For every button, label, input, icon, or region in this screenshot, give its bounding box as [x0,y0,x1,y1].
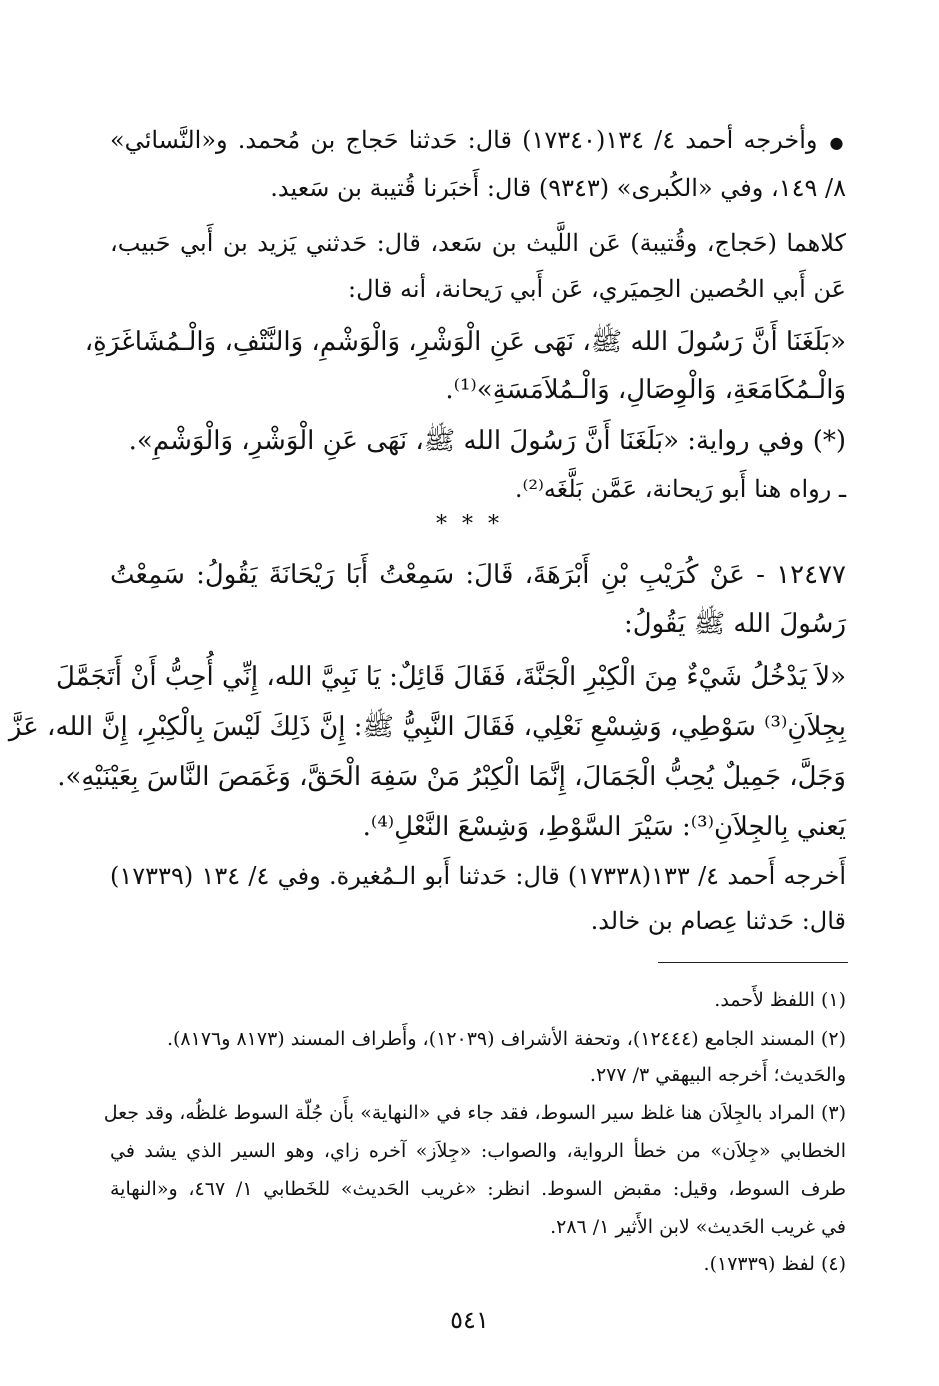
page-number: ٥٤١ [450,1306,489,1334]
footnote: (٢) المسند الجامع (١٢٤٤٤)، وتحفة الأشراف (١٢٠٣٩)، وأَطراف المسند (٨١٧٣ و٨١٧٦). [166,1028,846,1050]
text-line: ٨/ ١٤٩، وفي «الكُبرى» (٩٣٤٣) قال: أَخبَرنا قُتيبة بن سَعيد. [270,174,846,202]
text-line: ـ رواه هنا أَبو رَيحانة، عَمَّن بَلَّغَه⁽²⁾. [514,475,846,503]
footnote: في غريب الحَديث» لابن الأَثير ١/ ٢٨٦. [550,1216,846,1238]
bullet-icon: ● [829,133,847,152]
footnote: (٣) المراد بالجِلاَن هنا غلظ سير السوط، فقد جاء في «النهاية» بأَن جُلّة السوط غلظُه، وقد جعل [103,1102,846,1124]
section-separator: * * * [436,512,503,537]
footnote-separator [658,962,848,963]
footnote: والحَديث؛ أَخرجه البيهقي ٣/ ٢٧٧. [589,1064,846,1086]
hadith-text-line: وَالْـمُكَامَعَةِ، وَالْوِصَالِ، وَالْـمُلاَمَسَةِ»⁽¹⁾. [445,375,846,405]
text-line: عَن أَبي الحُصين الحِميَري، عَن أَبي رَيحانة، أنه قال: [348,275,846,303]
text-line: أَخرجه أَحمد ٤/ ١٣٣(١٧٣٣٨) قال: حَدثنا أَبو الـمُغيرة. وفي ٤/ ١٣٤ (١٧٣٣٩) [110,862,847,890]
footnote: (٤) لفظ (١٧٣٣٩). [703,1253,846,1275]
hadith-heading: ١٢٤٧٧ - عَنْ كُرَيْبِ بْنِ أَبْرَهَةَ، قَالَ: سَمِعْتُ أَبَا رَيْحَانَةَ يَقُولُ: سَمِعْتُ [110,560,846,590]
hadith-text-line: رَسُولَ الله ﷺ يَقُولُ: [623,609,846,639]
footnote: الخطابي «جِلاَن» من خطأ الرواية، والصواب: «جِلاَز» آخره زاي، وهو السير الذي يشد في [110,1140,846,1162]
footnote: طرف السوط، وقيل: مقبض السوط. انظر: «غريب الحَديث» للخَطابي ١/ ٤٦٧، و«النهاية [110,1178,847,1200]
hadith-text-line: «بَلَغَنَا أَنَّ رَسُولَ الله ﷺ، نَهَى عَنِ الْوَشْرِ، وَالْوَشْمِ، وَالنَّتْفِ، وَالْـمُشَاغَرَةِ، [84,327,846,357]
footnote: (١) اللفظ لأَحمد. [714,989,846,1011]
hadith-text-line: «لاَ يَدْخُلُ شَيْءٌ مِنَ الْكِبْرِ الْجَنَّةَ، فَقَالَ قَائِلٌ: يَا نَبِيَّ الله، إِنِّي أُحِبُّ أَنْ أَتَجَمَّلَ [56,662,846,692]
text-line: كلاهما (حَجاج، وقُتيبة) عَن اللَّيث بن سَعد، قال: حَدثني يَزيد بن أَبي حَبيب، [110,229,846,257]
text-line: قال: حَدثنا عِصام بن خالد. [590,907,846,935]
hadith-text-line: وَجَلَّ، جَمِيلٌ يُحِبُّ الْجَمَالَ، إِنَّمَا الْكِبْرُ مَنْ سَفِهَ الْحَقَّ، وَغَمَصَ النَّاسَ بِعَيْنَيْهِ». [57,762,846,792]
hadith-text-line: يَعني بِالجِلاَنِ⁽³⁾: سَيْرَ السَّوْطِ، وَشِسْعَ النَّعْلِ⁽⁴⁾. [362,812,846,842]
text-line: ●وأخرجه أحمد ٤/ ١٣٤(١٧٣٤٠) قال: حَدثنا حَجاج بن مُحمد. و«النَّسائي» [110,126,847,154]
hadith-text-line: بِجِلاَنِ⁽³⁾ سَوْطِي، وَشِسْعِ نَعْلِي، فَقَالَ النَّبِيُّ ﷺ: إِنَّ ذَلِكَ لَيْسَ بِالْكِبْرِ، إِنَّ الله، عَزَّ [8,712,846,742]
narration-variant: (*) وفي رواية: «بَلَغَنَا أَنَّ رَسُولَ الله ﷺ، نَهَى عَنِ الْوَشْرِ، وَالْوَشْمِ». [128,426,846,456]
